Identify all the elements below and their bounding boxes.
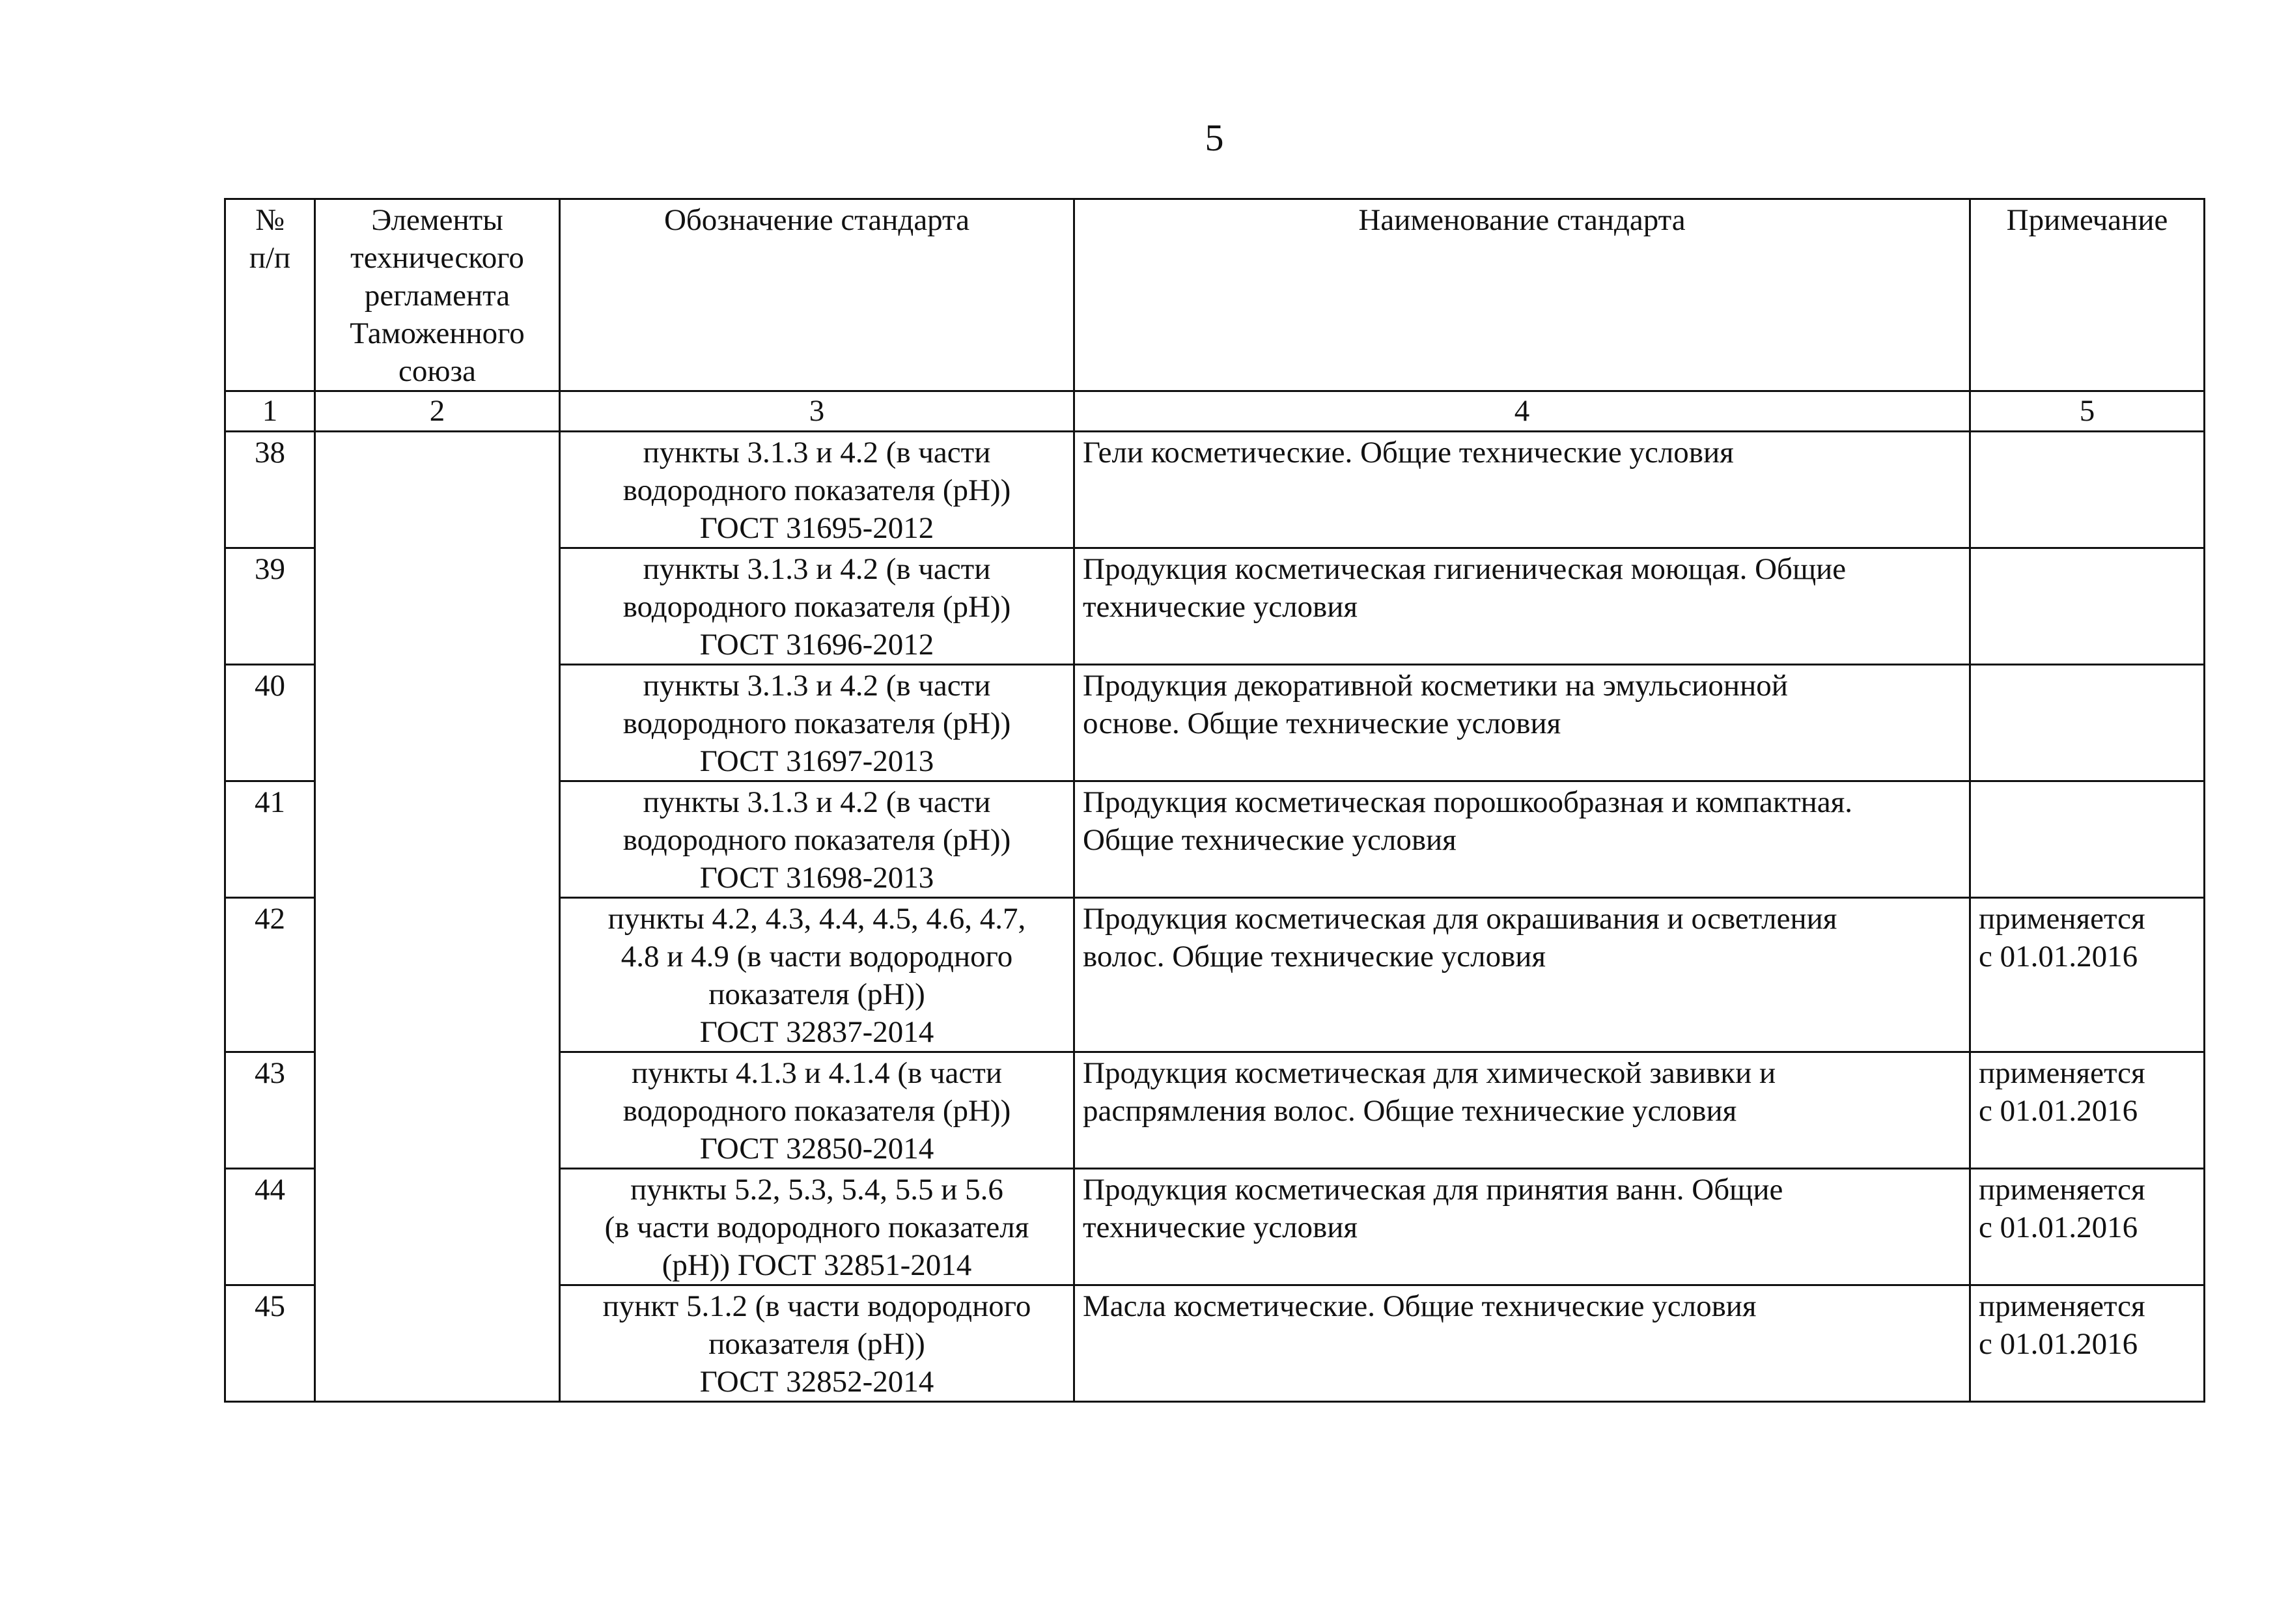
row-number: 42 (225, 898, 315, 1052)
row-number: 40 (225, 665, 315, 781)
column-number: 3 (560, 391, 1074, 432)
standard-designation: пункты 3.1.3 и 4.2 (в части водородного показателя (pH)) ГОСТ 31698-2013 (560, 781, 1074, 898)
table-row (225, 432, 2205, 548)
row-number: 41 (225, 781, 315, 898)
note-cell (1970, 781, 2205, 898)
standard-designation: пункты 5.2, 5.3, 5.4, 5.5 и 5.6 (в части водородного показателя (pH)) ГОСТ 32851-2014 (560, 1169, 1074, 1285)
note-cell (1970, 432, 2205, 548)
note-cell: применяется с 01.01.2016 (1970, 1169, 2205, 1285)
standards-table (224, 198, 2205, 1403)
header-note: Примечание (1970, 199, 2205, 391)
standard-name: Продукция косметическая для химической завивки и распрямления волос. Общие технические условия (1074, 1052, 1970, 1169)
header-name: Наименование стандарта (1074, 199, 1970, 391)
note-cell (1970, 665, 2205, 781)
standard-name: Продукция декоративной косметики на эмульсионной основе. Общие технические условия (1074, 665, 1970, 781)
note-cell: применяется с 01.01.2016 (1970, 1285, 2205, 1402)
standard-name: Продукция косметическая порошкообразная и компактная. Общие технические условия (1074, 781, 1970, 898)
page-number: 5 (1205, 117, 1224, 159)
standard-designation: пункты 3.1.3 и 4.2 (в части водородного показателя (pH)) ГОСТ 31696-2012 (560, 548, 1074, 665)
note-cell: применяется с 01.01.2016 (1970, 1052, 2205, 1169)
row-number: 39 (225, 548, 315, 665)
note-cell: применяется с 01.01.2016 (1970, 898, 2205, 1052)
standard-designation: пункты 3.1.3 и 4.2 (в части водородного показателя (pH)) ГОСТ 31697-2013 (560, 665, 1074, 781)
row-number: 38 (225, 432, 315, 548)
header-num: № п/п (225, 199, 315, 391)
column-number: 5 (1970, 391, 2205, 432)
standard-name: Гели косметические. Общие технические условия (1074, 432, 1970, 548)
row-number: 43 (225, 1052, 315, 1169)
column-number: 4 (1074, 391, 1970, 432)
standard-name: Продукция косметическая гигиеническая моющая. Общие технические условия (1074, 548, 1970, 665)
column-number: 1 (225, 391, 315, 432)
standard-designation: пункты 4.1.3 и 4.1.4 (в части водородного показателя (pH)) ГОСТ 32850-2014 (560, 1052, 1074, 1169)
standard-designation: пункты 4.2, 4.3, 4.4, 4.5, 4.6, 4.7, 4.8 и 4.9 (в части водородного показателя (pH)) ГОСТ 32837-2014 (560, 898, 1074, 1052)
header-designation: Обозначение стандарта (560, 199, 1074, 391)
column-number-row (225, 391, 2205, 432)
header-row (225, 199, 2205, 391)
standard-name: Масла косметические. Общие технические условия (1074, 1285, 1970, 1402)
row-number: 44 (225, 1169, 315, 1285)
note-cell (1970, 548, 2205, 665)
row-number: 45 (225, 1285, 315, 1402)
standard-name: Продукция косметическая для принятия ванн. Общие технические условия (1074, 1169, 1970, 1285)
column-number: 2 (315, 391, 560, 432)
standard-designation: пункты 3.1.3 и 4.2 (в части водородного показателя (pH)) ГОСТ 31695-2012 (560, 432, 1074, 548)
header-elements: Элементы технического регламента Таможенного союза (315, 199, 560, 391)
standard-designation: пункт 5.1.2 (в части водородного показателя (pH)) ГОСТ 32852-2014 (560, 1285, 1074, 1402)
standard-name: Продукция косметическая для окрашивания и осветления волос. Общие технические условия (1074, 898, 1970, 1052)
elements-cell (315, 432, 560, 1402)
